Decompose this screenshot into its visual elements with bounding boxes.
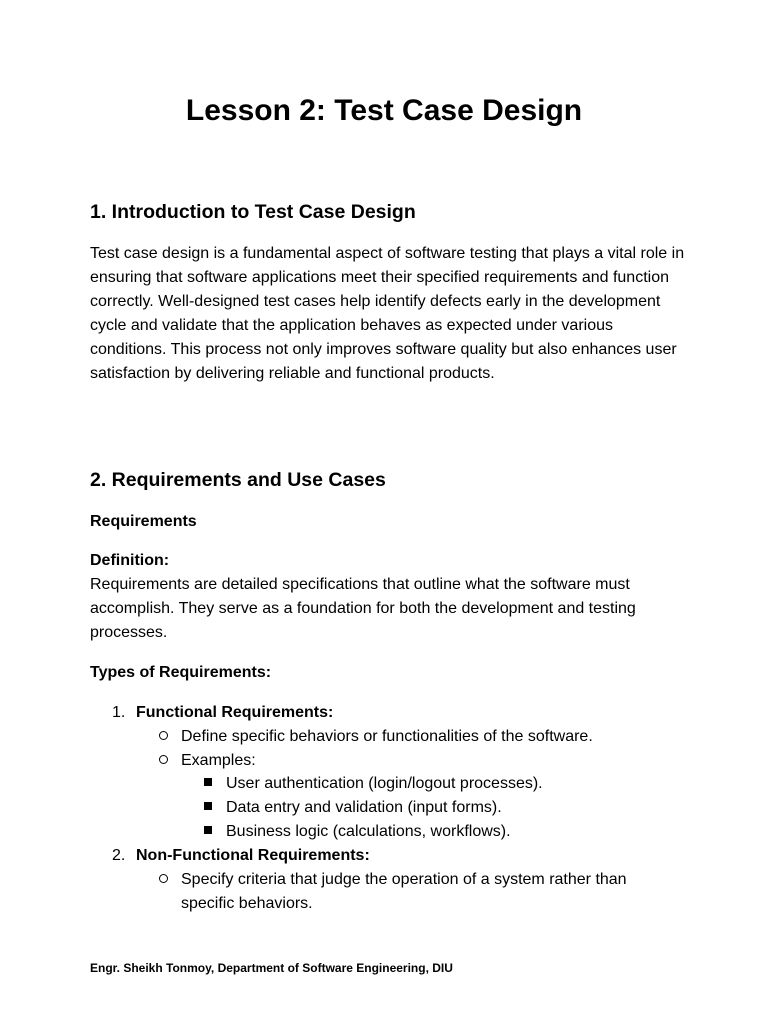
example-item: User authentication (login/logout processes).	[226, 775, 543, 792]
example-item: Data entry and validation (input forms).	[226, 799, 502, 816]
hollow-circle-bullet-icon	[159, 755, 168, 764]
sub-list-item: Examples:	[181, 752, 256, 769]
section-heading-requirements-use-cases: 2. Requirements and Use Cases	[90, 469, 386, 491]
hollow-circle-bullet-icon	[159, 874, 168, 883]
filled-square-bullet-icon	[204, 802, 212, 810]
subheading-requirements: Requirements	[90, 513, 197, 530]
page-footer: Engr. Sheikh Tonmoy, Department of Software Engineering, DIU	[90, 961, 453, 975]
types-of-requirements-label: Types of Requirements:	[90, 664, 272, 681]
section-heading-introduction: 1. Introduction to Test Case Design	[90, 201, 416, 223]
filled-square-bullet-icon	[204, 826, 212, 834]
page-title: Lesson 2: Test Case Design	[185, 94, 583, 127]
filled-square-bullet-icon	[204, 778, 212, 786]
definition-paragraph: Requirements are detailed specifications that outline what the software must accomplish. They serve as a foundation for both the development and testing processes.	[90, 576, 636, 641]
hollow-circle-bullet-icon	[159, 731, 168, 740]
list-item-title: Functional Requirements:	[136, 704, 334, 721]
example-item: Business logic (calculations, workflows).	[226, 823, 511, 840]
list-number: 2.	[112, 847, 126, 864]
list-number: 1.	[112, 704, 126, 721]
introduction-paragraph: Test case design is a fundamental aspect of software testing that plays a vital role in ensuring that software applications meet their specified requirements and function correctly. Well-designed test cases help identify defects early in the development cycle and validate that the application behaves as expected under various conditions. This process not only improves software quality but also enhances user satisfaction by delivering reliable and functional products.	[90, 245, 685, 382]
sub-list-item: Define specific behaviors or functionalities of the software.	[181, 728, 593, 745]
sub-list-item: Specify criteria that judge the operation of a system rather than specific behaviors.	[181, 871, 627, 912]
list-item-title: Non-Functional Requirements:	[136, 847, 370, 864]
definition-label: Definition:	[90, 552, 170, 569]
